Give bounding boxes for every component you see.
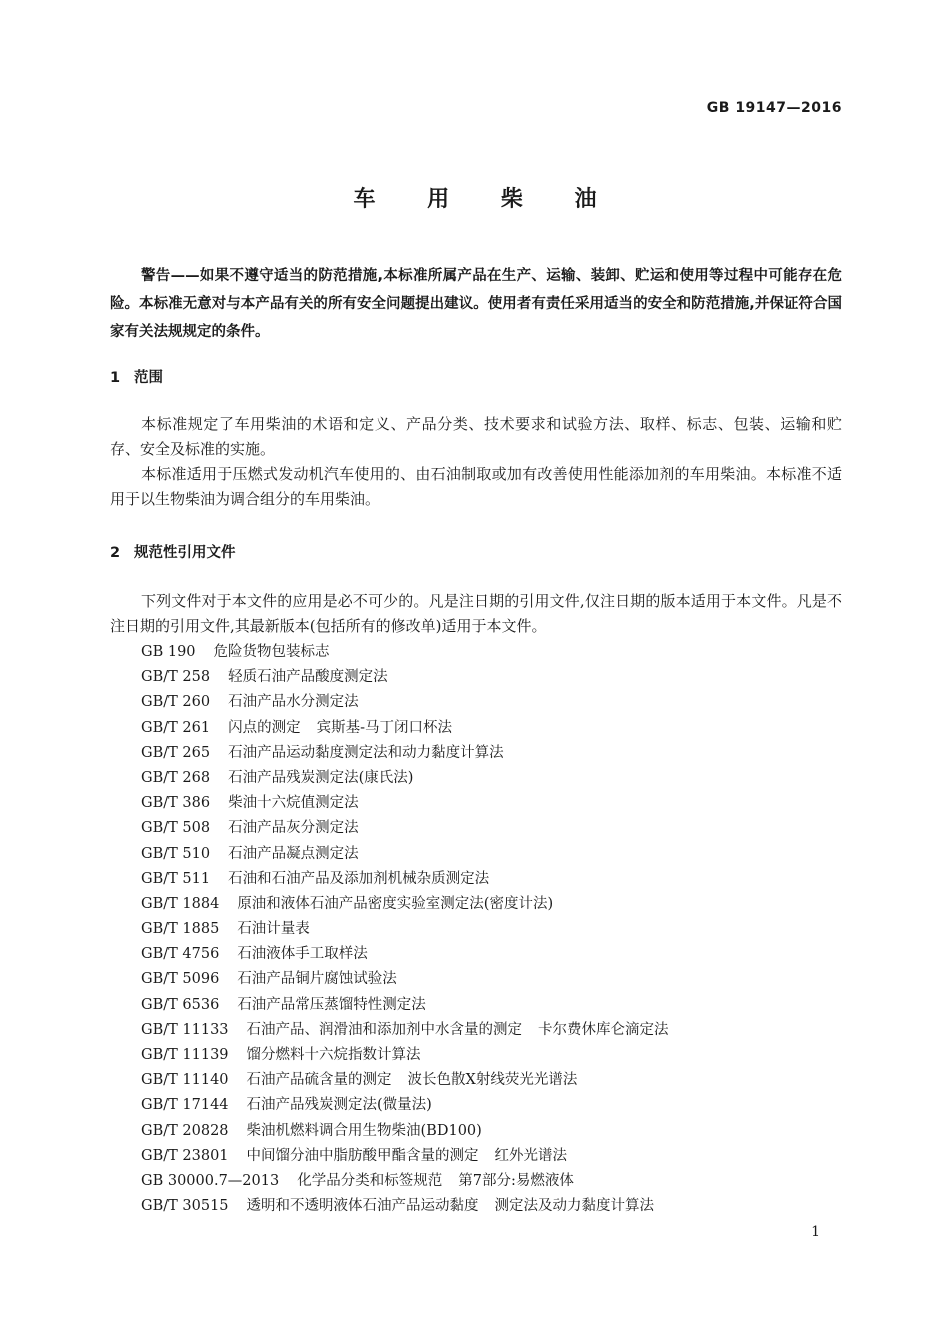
reference-code: GB/T 17144	[141, 1097, 229, 1114]
reference-title: 馏分燃料十六烷指数计算法	[246, 1047, 421, 1063]
reference-title: 石油产品铜片腐蚀试验法	[237, 971, 397, 988]
standard-code: GB 19147—2016	[706, 100, 842, 116]
normative-references-body	[110, 589, 842, 639]
reference-title: 石油产品、润滑油和添加剂中水含量的测定	[246, 1021, 523, 1038]
reference-title: 透明和不透明液体石油产品运动黏度	[246, 1198, 479, 1215]
reference-code: GB/T 1885	[141, 921, 220, 938]
reference-item	[141, 917, 841, 942]
reference-item	[141, 1043, 841, 1068]
reference-item	[141, 892, 841, 917]
reference-item	[141, 1194, 841, 1219]
reference-item	[141, 942, 841, 967]
reference-title: 化学品分类和标签规范	[297, 1172, 443, 1189]
document-title: 车 用 柴 油	[353, 187, 619, 212]
reference-title: 石油产品残炭测定法(康氏法)	[228, 769, 414, 786]
reference-item	[141, 766, 841, 791]
section-title: 范围	[134, 370, 163, 386]
reference-title: 石油产品凝点测定法	[228, 845, 359, 862]
page-number: 1	[811, 1224, 820, 1240]
reference-title: 闪点的测定	[228, 719, 301, 736]
reference-item	[141, 867, 841, 892]
reference-code: GB/T 4756	[141, 946, 220, 963]
reference-item	[141, 791, 841, 816]
reference-code: GB/T 11140	[141, 1072, 229, 1089]
reference-subtitle: 宾斯基-马丁闭口杯法	[316, 719, 452, 736]
reference-title: 危险货物包装标志	[213, 644, 330, 660]
reference-code: GB 30000.7—2013	[141, 1172, 280, 1189]
scope-paragraph: 本标准适用于压燃式发动机汽车使用的、由石油制取或加有改善使用性能添加剂的车用柴油。本标准不适用于以生物柴油为调合组分的车用柴油。	[110, 465, 842, 508]
reference-code: GB/T 11139	[141, 1047, 229, 1063]
reference-code: GB 190	[141, 644, 196, 660]
scope-body	[110, 412, 842, 512]
reference-code: GB/T 265	[141, 744, 211, 761]
reference-code: GB/T 386	[141, 795, 211, 812]
reference-code: GB/T 260	[141, 694, 211, 711]
section-heading-scope	[110, 366, 163, 387]
reference-item	[141, 1068, 841, 1093]
normative-references-paragraph: 下列文件对于本文件的应用是必不可少的。凡是注日期的引用文件,仅注日期的版本适用于本文件。凡是不注日期的引用文件,其最新版本(包括所有的修改单)适用于本文件。	[110, 592, 842, 635]
reference-item	[141, 842, 841, 867]
reference-title: 石油和石油产品及添加剂机械杂质测定法	[228, 870, 490, 887]
reference-code: GB/T 11133	[141, 1021, 229, 1038]
reference-code: GB/T 1884	[141, 895, 220, 912]
reference-item	[141, 665, 841, 690]
reference-title: 轻质石油产品酸度测定法	[228, 669, 388, 686]
reference-title: 石油产品残炭测定法(微量法)	[246, 1097, 432, 1114]
reference-title: 石油产品灰分测定法	[228, 820, 359, 837]
reference-subtitle: 第7部分:易燃液体	[458, 1172, 574, 1189]
reference-code: GB/T 511	[141, 870, 211, 887]
warning-paragraph: 警告——如果不遵守适当的防范措施,本标准所属产品在生产、运输、装卸、贮运和使用等过程中可能存在危险。本标准无意对与本产品有关的所有安全问题提出建议。使用者有责任采用适当的安全和防范措施,并保证符合国家有关法规规定的条件。	[110, 268, 842, 340]
reference-item	[141, 1093, 841, 1118]
reference-subtitle: 波长色散X射线荧光光谱法	[407, 1072, 578, 1089]
reference-title: 柴油机燃料调合用生物柴油(BD100)	[246, 1122, 482, 1139]
reference-list	[141, 640, 841, 1219]
reference-item	[141, 690, 841, 715]
section-number: 1	[110, 370, 121, 386]
reference-code: GB/T 261	[141, 719, 211, 736]
reference-item	[141, 1144, 841, 1169]
reference-title: 石油产品常压蒸馏特性测定法	[237, 996, 426, 1013]
reference-item	[141, 640, 841, 665]
reference-code: GB/T 20828	[141, 1122, 229, 1139]
reference-title: 石油液体手工取样法	[237, 946, 368, 963]
reference-item	[141, 967, 841, 992]
reference-code: GB/T 5096	[141, 971, 220, 988]
reference-title: 石油产品水分测定法	[228, 694, 359, 711]
section-number: 2	[110, 545, 121, 561]
scope-paragraph: 本标准规定了车用柴油的术语和定义、产品分类、技术要求和试验方法、取样、标志、包装、运输和贮存、安全及标准的实施。	[110, 415, 842, 458]
reference-item	[141, 993, 841, 1018]
reference-item	[141, 716, 841, 741]
reference-item	[141, 816, 841, 841]
reference-code: GB/T 508	[141, 820, 211, 837]
reference-subtitle: 卡尔费休库仑滴定法	[538, 1021, 669, 1038]
reference-title: 石油产品运动黏度测定法和动力黏度计算法	[228, 744, 504, 761]
reference-title: 原油和液体石油产品密度实验室测定法(密度计法)	[237, 895, 554, 912]
reference-code: GB/T 23801	[141, 1147, 229, 1164]
reference-code: GB/T 510	[141, 845, 211, 862]
reference-subtitle: 测定法及动力黏度计算法	[494, 1198, 655, 1215]
reference-title: 石油产品硫含量的测定	[246, 1072, 392, 1089]
reference-item	[141, 1018, 841, 1043]
reference-item	[141, 1169, 841, 1194]
section-heading-normative-references	[110, 541, 236, 562]
reference-item	[141, 1119, 841, 1144]
reference-item	[141, 741, 841, 766]
reference-code: GB/T 30515	[141, 1198, 229, 1215]
reference-code: GB/T 268	[141, 769, 211, 786]
reference-title: 石油计量表	[237, 921, 310, 938]
reference-title: 柴油十六烷值测定法	[228, 795, 359, 812]
reference-code: GB/T 6536	[141, 996, 220, 1013]
section-title: 规范性引用文件	[134, 545, 236, 561]
reference-title: 中间馏分油中脂肪酸甲酯含量的测定	[246, 1147, 479, 1164]
reference-subtitle: 红外光谱法	[494, 1147, 568, 1164]
reference-code: GB/T 258	[141, 669, 211, 686]
